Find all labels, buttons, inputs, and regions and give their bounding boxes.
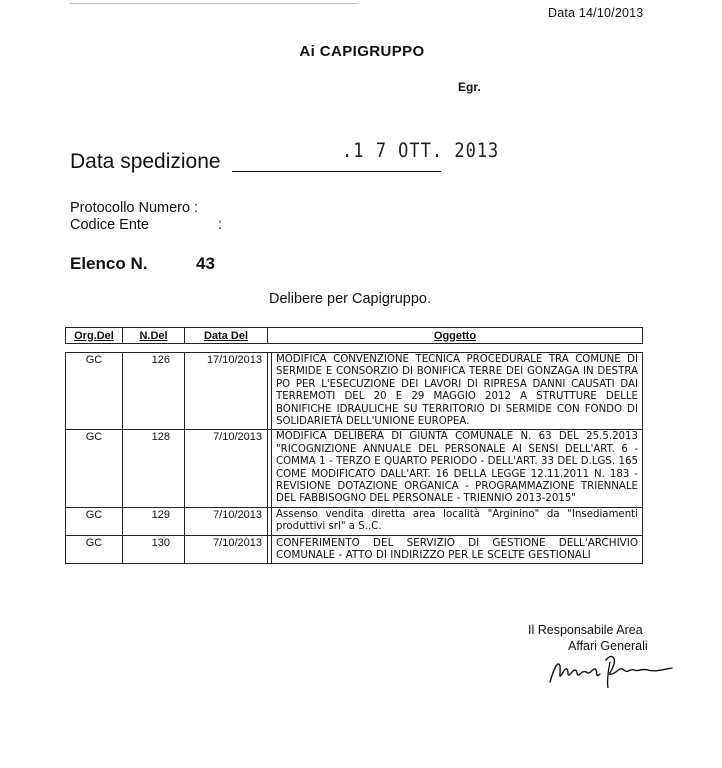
cell-date: 7/10/2013	[185, 535, 268, 563]
cell-org: GC	[66, 535, 123, 563]
cell-org: GC	[66, 507, 123, 535]
oggetto-text: MODIFICA CONVENZIONE TECNICA PROCEDURALE TRA COMUNE DI SERMIDE E CONSORZIO DI BONIFICA TERRE DEI GONZAGA IN DESTRA PO PER L'ESECUZIONE DEI LAVORI DI RIPRESA DANNI CAUSATI DAI TERREMOTI DEL 20 E 29 MAGGIO 2012 A STRUTTURE DELLE BONIFICHE IDRAULICHE SU TERRITORIO DI SERMIDE CON FONDO DI SOLIDARIETÀ DELL'UNIONE EUROPEA.	[271, 353, 642, 429]
header-org: Org.Del	[66, 328, 123, 343]
cell-date: 7/10/2013	[185, 507, 268, 535]
document-date: Data 14/10/2013	[548, 6, 644, 20]
cell-date: 7/10/2013	[185, 430, 268, 507]
document-title	[0, 43, 722, 60]
cell-oggetto	[268, 430, 643, 507]
table-row	[66, 353, 643, 430]
elenco-label: Elenco N.	[70, 254, 148, 273]
cell-ndel: 126	[123, 353, 185, 430]
cell-date: 17/10/2013	[185, 353, 268, 430]
cell-ndel: 128	[123, 430, 185, 507]
handwritten-signature	[544, 648, 676, 688]
codice-ente-colon: :	[218, 217, 223, 233]
oggetto-text: Assenso vendita diretta area località "Arginino" da "Insediamenti produttivi srl" a S..C.	[271, 508, 642, 535]
header-date: Data Del	[185, 328, 268, 343]
protocollo-label: Protocollo Numero :	[70, 200, 199, 216]
codice-ente-label: Codice Ente	[70, 217, 149, 233]
header-ndel: N.Del	[123, 328, 185, 343]
subtitle: Delibere per Capigruppo.	[269, 291, 432, 307]
cell-org: GC	[66, 430, 123, 507]
oggetto-text: MODIFICA DELIBERA DI GIUNTA COMUNALE N. 63 DEL 25.5.2013 "RICOGNIZIONE ANNUALE DEL PERSONALE AI SENSI DELL'ART. 6 - COMMA 1 - TERZO E QUARTO PERIODO - DELL'ART. 33 DEL D.LGS. 165 COME MODIFICATO DALL'ART. 16 DELLA LEGGE 12.11.2011 N. 183 - REVISIONE DOTAZIONE ORGANICA - PROGRAMMAZIONE TRIENNALE DEL FABBISOGNO DEL PERSONALE - TRIENNIO 2013-2015"	[271, 430, 642, 506]
spedizione-underline	[232, 171, 441, 172]
cell-oggetto	[268, 507, 643, 535]
table-row	[66, 535, 643, 563]
responsabile-label: Il Responsabile Area	[528, 623, 643, 637]
table-header	[65, 327, 643, 344]
spedizione-label: Data spedizione	[70, 150, 221, 173]
cell-ndel: 130	[123, 535, 185, 563]
table-row	[66, 430, 643, 507]
date-stamp: .1 7 OTT. 2013	[342, 139, 500, 163]
salutation: Egr.	[458, 80, 481, 94]
cell-oggetto	[268, 535, 643, 563]
header-oggetto: Oggetto	[433, 329, 477, 342]
oggetto-text: CONFERIMENTO DEL SERVIZIO DI GESTIONE DELL'ARCHIVIO COMUNALE - ATTO DI INDIRIZZO PER LE SCELTE GESTIONALI	[271, 536, 642, 563]
cell-ndel: 129	[123, 507, 185, 535]
cell-oggetto	[268, 353, 643, 430]
title-text: Ai CAPIGRUPPO	[299, 43, 425, 60]
top-rule	[70, 3, 358, 4]
elenco-number: 43	[196, 254, 215, 273]
table-row	[66, 507, 643, 535]
cell-org: GC	[66, 353, 123, 430]
delibere-table	[65, 352, 643, 564]
area-label: Affari Generali	[568, 639, 648, 653]
